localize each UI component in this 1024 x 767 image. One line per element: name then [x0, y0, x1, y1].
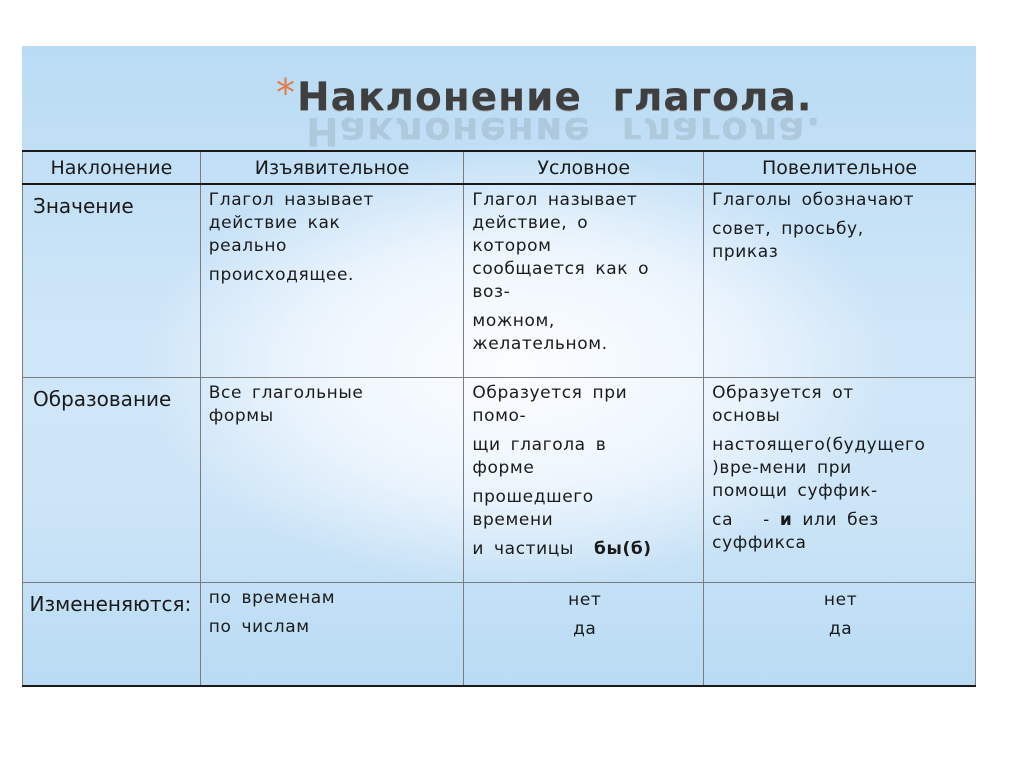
text-line: действие как: [208, 213, 341, 233]
table-header-row: [23, 151, 976, 184]
text-line: совет, просьбу,: [712, 219, 864, 239]
cell-meaning-imperative: [704, 184, 976, 377]
text-line: Образуется от: [712, 382, 854, 403]
text-line: по числам: [208, 616, 310, 637]
table-row-changes: [23, 582, 976, 686]
text-line: настоящего(будущего: [712, 434, 926, 455]
cell-formation-imperative: [704, 377, 976, 582]
text-line: котором: [472, 236, 552, 256]
text-line-particle: [472, 538, 697, 561]
text-line: Глаголы обозначают: [712, 190, 915, 210]
text-line: форме: [472, 457, 535, 478]
cell-formation-conditional: [464, 377, 704, 582]
text-line: реально: [208, 236, 288, 256]
cell-meaning-conditional: [464, 184, 704, 377]
text-line: формы: [208, 405, 274, 426]
cell-meaning-indicative: [200, 184, 464, 377]
text-line: нет: [823, 589, 858, 610]
text-line: воз-: [472, 282, 511, 302]
slide: [22, 46, 976, 686]
mood-table: [22, 150, 976, 687]
text-line: приказ: [712, 242, 779, 262]
text-line: прошедшего: [472, 486, 594, 507]
header-indicative: Изъявительное: [200, 151, 464, 184]
text-line: желательном.: [472, 334, 608, 354]
suffix-i: и: [779, 509, 793, 530]
text-line: помощи суффик-: [712, 480, 878, 501]
cell-changes-indicative: [200, 582, 464, 686]
cell-formation-indicative: [200, 377, 464, 582]
text-line: времени: [472, 509, 554, 530]
text-line: помо-: [472, 405, 527, 426]
text-line: щи глагола в: [472, 434, 607, 455]
cell-changes-imperative: [704, 582, 976, 686]
text-line: основы: [712, 405, 781, 426]
text-line: нет: [568, 589, 602, 610]
text-line: можном,: [472, 311, 555, 331]
particle-by: бы(б): [594, 538, 652, 559]
title-star-bullet: *: [276, 71, 295, 115]
text-line: да: [828, 618, 853, 639]
text-line: по временам: [208, 587, 336, 608]
header-conditional: Условное: [464, 151, 704, 184]
text-line: сообщается как о: [472, 259, 650, 279]
table-row-meaning: [23, 184, 976, 377]
row-label-meaning: Значение: [23, 184, 201, 377]
text-line: Образуется при: [472, 382, 628, 403]
header-imperative: Повелительное: [704, 151, 976, 184]
suffix-dash: -: [753, 509, 780, 530]
text-line: да: [573, 618, 597, 639]
suffix-after: или без: [792, 509, 879, 530]
header-mood: Наклонение: [23, 151, 201, 184]
title-reflection: Наклонение глагола.: [306, 108, 822, 153]
row-label-changes: Измененяются:: [23, 582, 201, 686]
text-line: происходящее.: [208, 265, 355, 285]
text-line: действие, о: [472, 213, 589, 233]
cell-changes-conditional: [464, 582, 704, 686]
row-label-formation: Образование: [23, 377, 201, 582]
text-line: Глагол называет: [472, 190, 638, 210]
suffix-prefix: са: [712, 509, 734, 530]
title-text: Наклонение глагола.: [297, 75, 813, 120]
text-line: суффикса: [712, 532, 807, 553]
particle-prefix: и частицы: [472, 538, 574, 559]
table-row-formation: [23, 377, 976, 582]
text-line: Все глагольные: [208, 382, 364, 403]
text-line: )вре-мени при: [712, 457, 852, 478]
text-line: Глагол называет: [208, 190, 374, 210]
text-line-suffix: [712, 509, 969, 532]
